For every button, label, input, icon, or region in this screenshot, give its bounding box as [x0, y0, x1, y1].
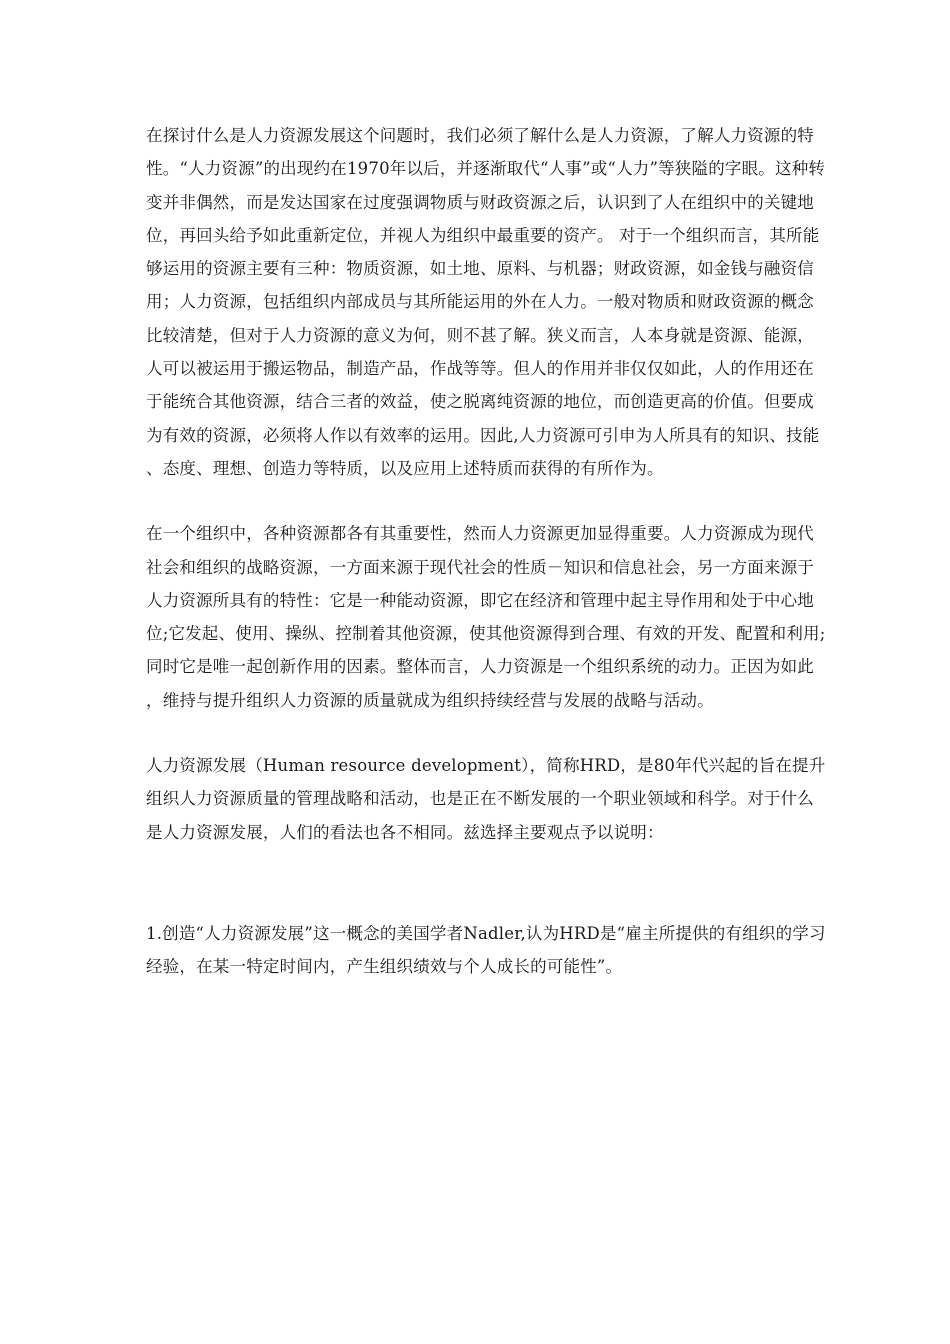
paragraph-nadler-definition: 1.创造“人力资源发展”这一概念的美国学者Nadler,认为HRD是“雇主所提供的有组织的学习经验，在某一特定时间内，产生组织绩效与个人成长的可能性”。: [146, 923, 826, 977]
document-body: [146, 119, 826, 984]
paragraph-human-resource-definition: 在探讨什么是人力资源发展这个问题时，我们必须了解什么是人力资源，了解人力资源的特性。“人力资源”的出现约在1970年以后，并逐渐取代“人事”或“人力”等狭隘的字眼。这种转变并非偶然，而是发达国家在过度强调物质与财政资源之后，认识到了人在组织中的关键地位，再回头给予如此重新定位，并视人为组织中最重要的资产。 对于一个组织而言，其所能够运用的资源主要有三种：物质资源，如土地、原料、与机器；财政资源，如金钱与融资信用；人力资源，包括组织内部成员与其所能运用的外在人力。一般对物质和财政资源的概念比较清楚，但对于人力资源的意义为何，则不甚了解。狭义而言，人本身就是资源、能源，人可以被运用于搬运物品，制造产品，作战等等。但人的作用并非仅仅如此，人的作用还在于能统合其他资源，结合三者的效益，使之脱离纯资源的地位，而创造更高的价值。但要成为有效的资源，必须将人作以有效率的运用。因此,人力资源可引申为人所具有的知识、技能、态度、理想、创造力等特质，以及应用上述特质而获得的有所作为。: [146, 126, 826, 478]
paragraph-human-resource-importance: 在一个组织中，各种资源都各有其重要性，然而人力资源更加显得重要。人力资源成为现代社会和组织的战略资源，一方面来源于现代社会的性质－知识和信息社会，另一方面来源于人力资源所具有的特性：它是一种能动资源，即它在经济和管理中起主导作用和处于中心地位;它发起、使用、操纵、控制着其他资源，使其他资源得到合理、有效的开发、配置和利用;同时它是唯一起创新作用的因素。整体而言，人力资源是一个组织系统的动力。正因为如此，维持与提升组织人力资源的质量就成为组织持续经营与发展的战略与活动。: [146, 524, 826, 710]
paragraph-hrd-introduction: 人力资源发展（Human resource development），简称HRD，是80年代兴起的旨在提升组织人力资源质量的管理战略和活动，也是正在不断发展的一个职业领域和科学。对于什么是人力资源发展，人们的看法也各不相同。兹选择主要观点予以说明：: [146, 756, 826, 842]
